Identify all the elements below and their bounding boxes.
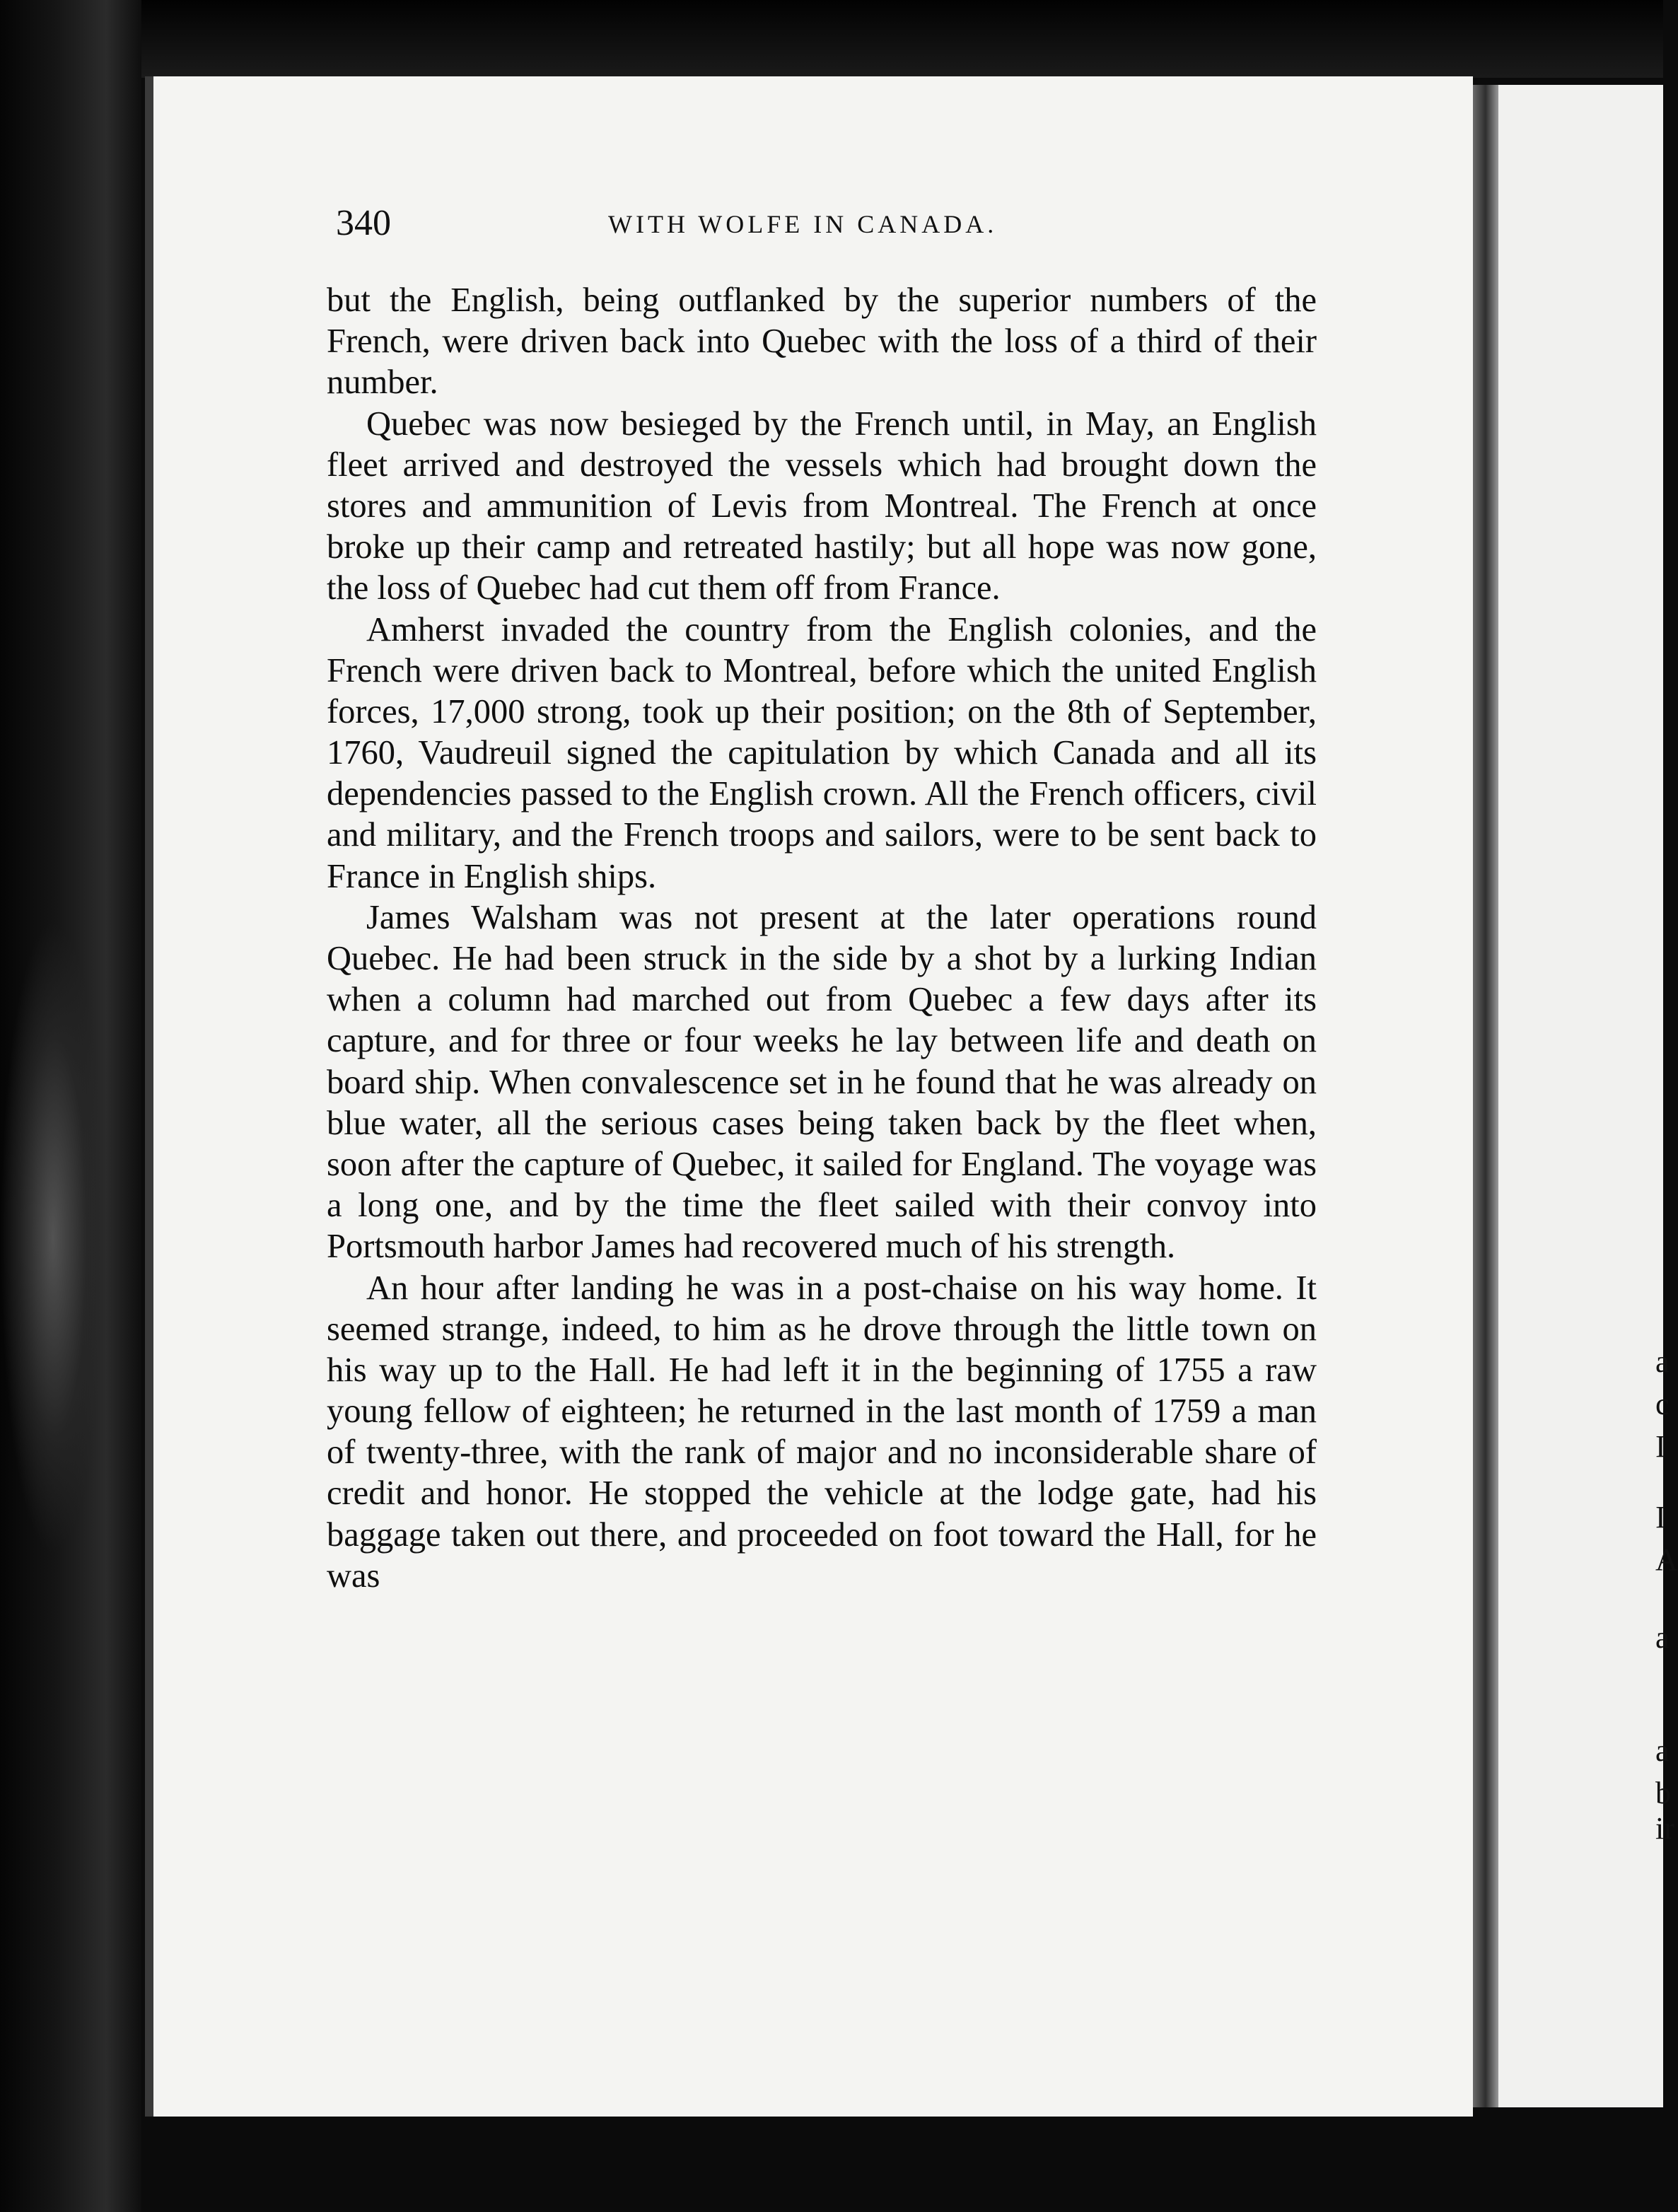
facing-page-fragment: I [1655, 1429, 1666, 1464]
paragraph: Quebec was now besieged by the French until, in May, an English fleet arrived and destroyed the vessels which had brought down the stores and ammunition of Levis from Montreal. The French at once broke up their camp and retreated hastily; but all hope was now gone, the loss of Quebec had cut them off from France. [327, 404, 1317, 607]
facing-page-fragment: b [1655, 1776, 1671, 1810]
facing-page [1498, 85, 1678, 2107]
running-head: WITH WOLFE IN CANADA. [608, 210, 998, 238]
paragraph: James Walsham was not present at the later operations round Quebec. He had been struck in the side by a shot by a lurking Indian when a column had marched out from Quebec a few days after its capture, and for three or four weeks he lay between life and death on board ship. When convalescence set in he found that he was already on blue water, all the serious cases being taken back by the fleet when, soon after the capture of Quebec, it sailed for England. The voyage was a long one, and by the time the fleet sailed with their convoy into Portsmouth harbor James had recovered much of his strength. [327, 898, 1317, 1266]
book-gutter [1473, 85, 1498, 2107]
facing-page-fragment: ir [1655, 1811, 1674, 1846]
facing-page-fragment: c [1655, 1387, 1670, 1421]
scan-background-top [0, 0, 1663, 78]
paragraph: An hour after landing he was in a post-chaise on his way home. It seemed strange, indeed, to him as he drove through the little town on his way up to the Hall. He had left it in the beginning of 1755 a raw young fellow of eighteen; he returned in the last month of 1759 a man of twenty-three, with the rank of major and no inconsiderable share of credit and honor. He stopped the vehicle at the lodge gate, had his baggage taken out there, and proceeded on foot toward the Hall, for he was [327, 1269, 1317, 1595]
paragraph: but the English, being outflanked by the superior numbers of the French, were driven back into Quebec with the loss of a third of their number. [327, 281, 1317, 402]
facing-page-fragment: I [1655, 1500, 1666, 1535]
body-text [327, 280, 1317, 1597]
facing-page-fragment: a [1655, 1733, 1670, 1768]
scan-stain [0, 919, 106, 1556]
paragraph: Amherst invaded the country from the English colonies, and the French were driven back to Montreal, before which the united English forces, 17,000 strong, took up their position; on the 8th of September, 1760, Vaudreuil signed the capitulation by which Canada and all its dependencies passed to the English crown. All the French officers, civil and military, and the French troops and sailors, were to be sent back to France in English ships. [327, 610, 1317, 895]
facing-page-fragment: a [1655, 1620, 1670, 1655]
facing-page-fragment: a [1655, 1344, 1670, 1379]
page-header [336, 202, 1312, 252]
facing-page-fragment: A [1655, 1542, 1678, 1577]
page-number: 340 [336, 203, 391, 243]
